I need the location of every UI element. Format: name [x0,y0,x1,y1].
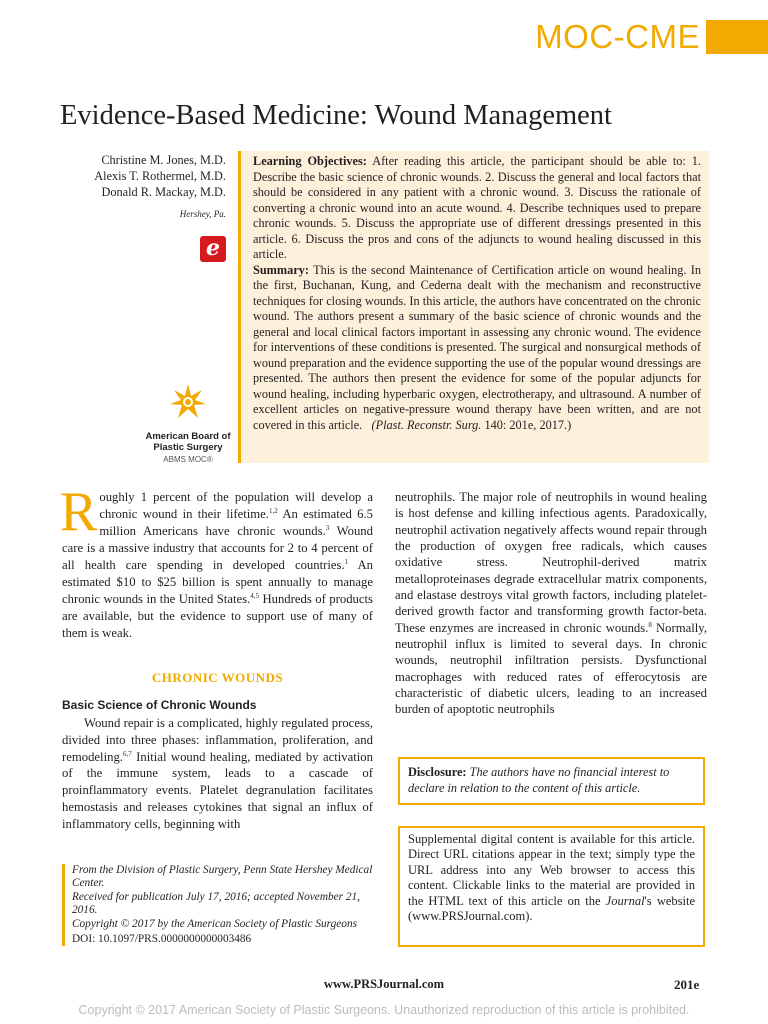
moc-cme-label: MOC-CME [535,18,700,55]
disclosure-text: The authors have no financial interest to declare in relation to the content of this article. [408,765,670,795]
abps-star-icon [168,382,208,422]
author-location: Hershey, Pa. [179,209,226,219]
intro-text: oughly 1 percent of the population will develop a chronic wound in their lifetime. [99,490,373,521]
abps-line-2: Plastic Surgery [153,442,223,453]
body-text: Wound repair is a complicated, highly regulated process, divided into three phases: inflammation, proliferation, and remodeling. [62,716,373,764]
drop-cap: R [60,481,98,543]
author-list [40,152,226,222]
abps-logo [140,382,236,464]
intro-text: An estimated $10 to $25 billion is spent annually to manage chronic wounds in the United States. [62,558,373,606]
citation-ref[interactable]: 8 [648,620,652,629]
intro-text: Wound care is a massive industry that accounts for 2 to 4 percent of all health care spending in developed countries. [62,524,373,572]
intro-text: Hundreds of products are available, but the evidence to support use of many of them is weak. [62,592,373,640]
journal-name: Journal [605,893,645,908]
copyright-note: Copyright © 2017 by the American Society of Plastic Surgeons [72,917,357,930]
author-name: Donald R. Mackay, M.D. [101,185,226,199]
author-name: Alexis T. Rothermel, M.D. [94,169,226,183]
affiliation-text: From the Division of Plastic Surgery, Penn State Hershey Medical Center. [72,864,373,890]
intro-paragraph [60,481,373,642]
objectives-text: After reading this article, the participant should be able to: 1. Describe the basic science of chronic wounds. 2. Discuss the general and local factors that should be considered in any patient with a chronic wound. 3. Discuss the rationale of converting a chronic wound into an acute wound. 4. Describe techniques used to prepare chronic wounds. 5. Discuss the appropriate use of different dressings presented in this article. 6. Discuss the pros and cons of the adjuncts to wound healing discussed in this article. [253,154,701,261]
summary-text: This is the second Maintenance of Certification article on wound healing. In the first, Buchanan, Kung, and Cederna dealt with the mechanism and reconstructive techniques for closing wounds. In this article, the authors have concentrated on the chronic wound. The authors present a summary of the basic science of chronic wounds and the general and local clinical factors important in assessing any chronic wound. The evidence for interventions of these conditions is presented. The surgical and nonsurgical methods of wound preparation and the evidence supporting the use of the popular wound dressings are presented. The authors then present the evidence for some of the popular adjuncts for wound healing, including hyperbaric oxygen, electrotherapy, and ultrasound. A number of excellent articles on negative-pressure wound therapy have been written, and are not covered in this article. [253,262,701,432]
moc-cme-bar [706,20,768,54]
section-heading: CHRONIC WOUNDS [151,670,284,685]
copyright-banner: Copyright © 2017 American Society of Plastic Surgeons. Unauthorized reproduction of this article is prohibited. [78,1003,690,1017]
disclosure-box [398,757,705,805]
body-text: neutrophils. The major role of neutrophils in wound healing is host defense and killing infectious agents. Paradoxically, neutrophil activation negatively affects wound repair through the production of oxygen free radicals, which causes oxidative stress. Neutrophil-derived matrix metalloproteinases degrade extracellular matrix components, and elastase destroys vital growth factors, including platelet-derived growth factor and transforming growth factor-beta. These enzymes are increased in chronic wounds. [395,490,707,635]
abps-line-1: American Board of [145,431,231,442]
page-number: 201e [674,977,700,992]
body-text: Normally, neutrophil influx is limited to several days. In chronic wounds, neutrophil infiltration persists. Dysfunctional macrophages with reduced rates of efferocytosis are characteristic of diabetic ulcers, leading to an increased burden of apoptotic neutrophils [395,620,707,717]
supplemental-text: Supplemental digital content is available for this article. Direct URL citations appear in the text; simply type the URL address into any Web browser to access this content. Clickable links to the material are provided in the HTML text of this article on the [408,832,695,908]
citation-ref[interactable]: 1 [344,557,349,566]
neutrophils-paragraph [395,489,707,718]
abstract-box [238,151,709,463]
author-name: Christine M. Jones, M.D. [101,153,226,167]
citation-ref[interactable]: 1,2 [268,506,278,515]
intro-text: An estimated 6.5 million Americans have chronic wounds. [99,507,373,538]
subsection-heading: Basic Science of Chronic Wounds [62,698,257,712]
citation-ref[interactable]: 4,5 [250,591,259,600]
doi-text[interactable]: DOI: 10.1097/PRS.0000000000003486 [72,933,252,946]
electronic-content-icon[interactable]: e [200,236,226,262]
received-text: Received for publication July 17, 2016; accepted November 21, 2016. [72,890,360,917]
citation-journal: (Plast. Reconstr. Surg. [371,417,482,432]
footer-url[interactable]: www.PRSJournal.com [323,977,445,991]
article-title: Evidence-Based Medicine: Wound Management [60,100,612,131]
citation-ref[interactable]: 3 [325,523,330,532]
body-text: Initial wound healing, mediated by activation of the immune system, leads to a cascade of proinflammatory events. Platelet degranulation facilitates hemostasis and releases cytokines that signal an influx of inflammatory cells, beginning with [62,749,373,831]
disclosure-label: Disclosure: [408,765,467,779]
supplemental-link-text[interactable]: 's website (www.PRSJournal.com). [408,893,695,924]
objectives-label: Learning Objectives: [253,154,367,168]
abps-line-3: ABMS MOC® [163,455,213,464]
citation-ref[interactable]: 6,7 [122,749,132,758]
basic-science-paragraph [62,715,373,833]
moc-cme-badge [535,14,768,60]
supplemental-content-box [398,826,705,947]
citation-rest: 140: 201e, 2017.) [484,417,572,432]
summary-label: Summary: [253,262,310,277]
affiliation-footnote [62,864,373,946]
